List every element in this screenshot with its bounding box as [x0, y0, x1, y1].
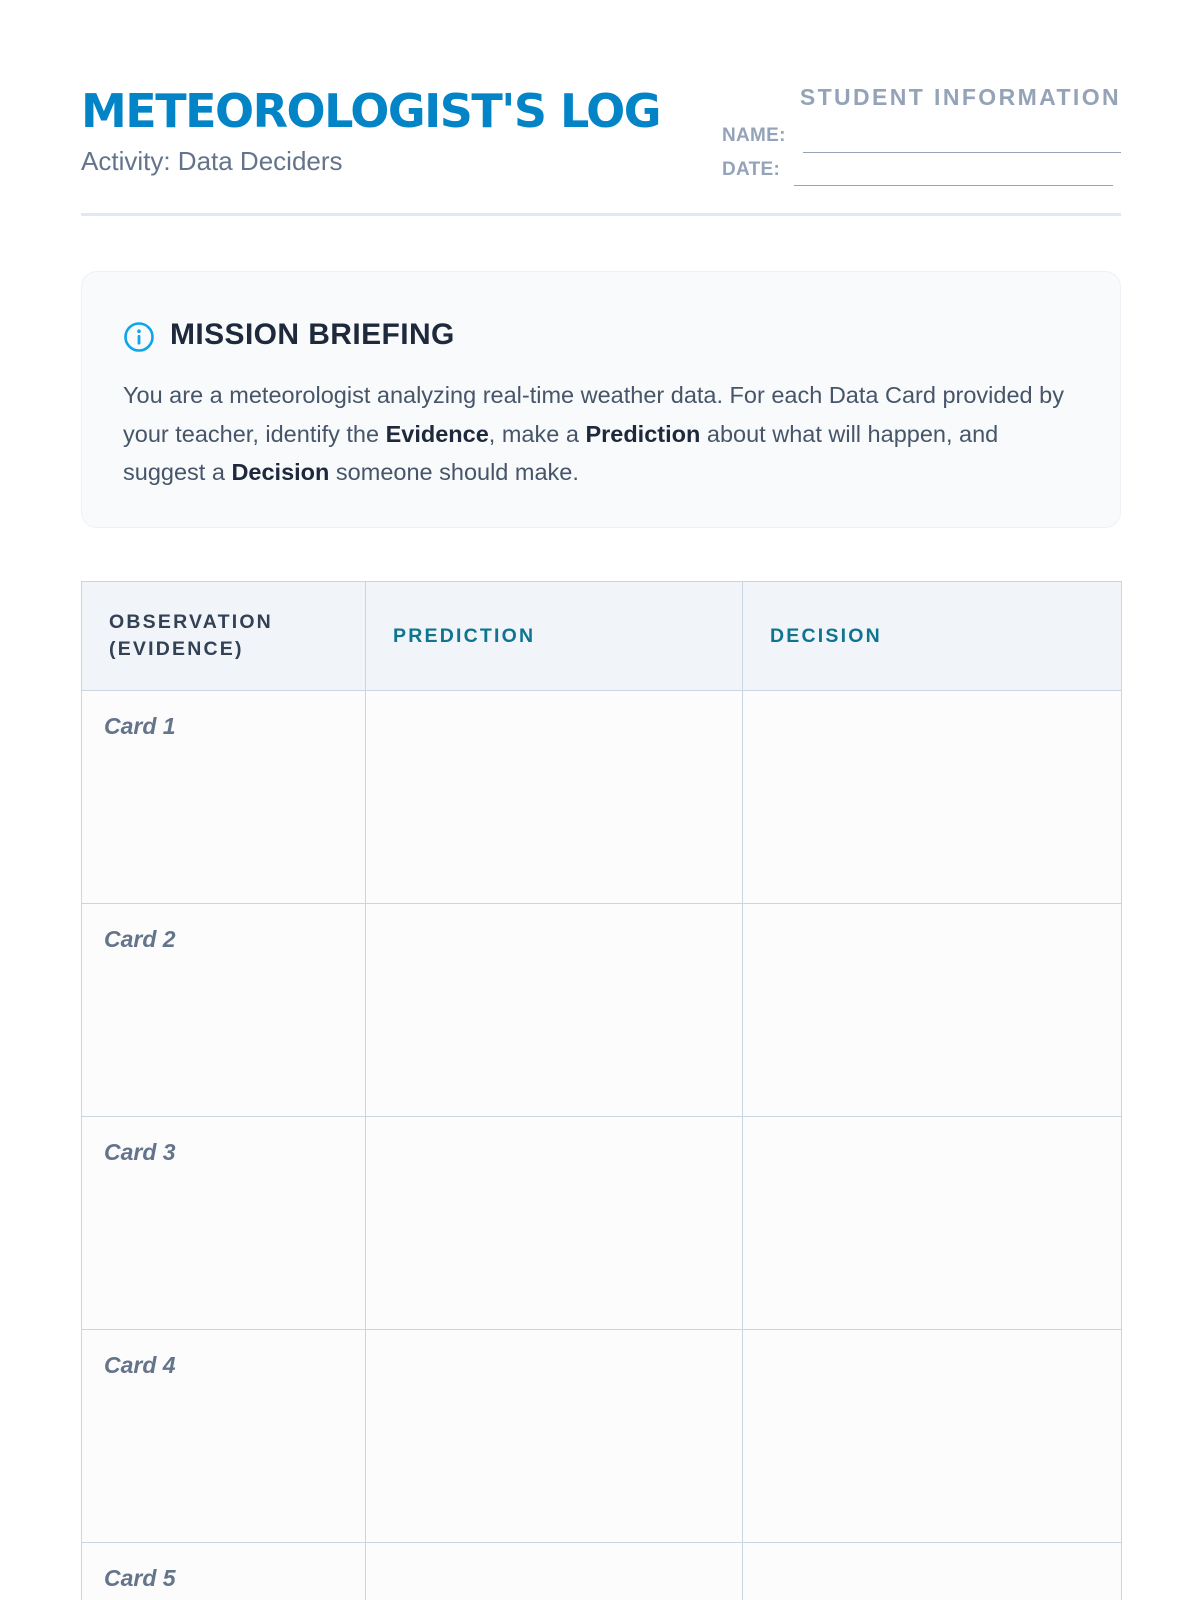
decision-cell[interactable] [743, 904, 1122, 1117]
name-field[interactable] [803, 151, 1121, 153]
decision-term: Decision [231, 459, 330, 485]
column-header-decision: DECISION [743, 582, 1122, 691]
table-row [82, 1117, 1122, 1330]
column-header-observation: OBSERVATION (EVIDENCE) [82, 582, 366, 691]
date-label: DATE: [722, 159, 781, 180]
page-title: METEOROLOGIST'S LOG [81, 84, 661, 138]
info-icon [123, 321, 155, 353]
name-label: NAME: [722, 125, 786, 146]
table-row [82, 691, 1122, 904]
table-row [82, 1543, 1122, 1600]
mission-briefing-box [81, 271, 1121, 528]
decision-cell[interactable] [743, 1330, 1122, 1543]
activity-subtitle: Activity: Data Deciders [81, 146, 343, 176]
worksheet-header [81, 80, 1121, 216]
observation-cell[interactable] [82, 1117, 366, 1330]
log-table [81, 581, 1122, 1600]
table-row [82, 1330, 1122, 1543]
evidence-term: Evidence [385, 420, 489, 447]
briefing-title: MISSION BRIEFING [170, 318, 455, 351]
prediction-term: Prediction [585, 420, 701, 447]
student-info-heading: STUDENT INFORMATION [799, 84, 1121, 110]
prediction-cell[interactable] [366, 691, 743, 904]
prediction-cell[interactable] [366, 904, 743, 1117]
column-header-prediction: PREDICTION [366, 582, 743, 691]
observation-cell[interactable] [82, 904, 366, 1117]
decision-cell[interactable] [743, 1117, 1122, 1330]
table-header-row [82, 582, 1122, 691]
date-field[interactable] [794, 184, 1113, 186]
card-label: Card 5 [104, 1565, 176, 1591]
table-row [82, 904, 1122, 1117]
prediction-cell[interactable] [366, 1543, 743, 1600]
card-label: Card 2 [104, 926, 176, 952]
card-label: Card 4 [104, 1352, 176, 1378]
observation-cell[interactable] [82, 691, 366, 904]
card-label: Card 3 [104, 1139, 176, 1165]
decision-cell[interactable] [743, 691, 1122, 904]
prediction-cell[interactable] [366, 1117, 743, 1330]
briefing-text: You are a meteorologist analyzing real-time weather data. For each Data Card provided by your teacher, identify the Evidence, make a Prediction about what will happen, and suggest a Decision someone should make. [123, 382, 1064, 485]
observation-cell[interactable] [82, 1330, 366, 1543]
prediction-cell[interactable] [366, 1330, 743, 1543]
observation-cell[interactable] [82, 1543, 366, 1600]
card-label: Card 1 [104, 713, 176, 739]
decision-cell[interactable] [743, 1543, 1122, 1600]
